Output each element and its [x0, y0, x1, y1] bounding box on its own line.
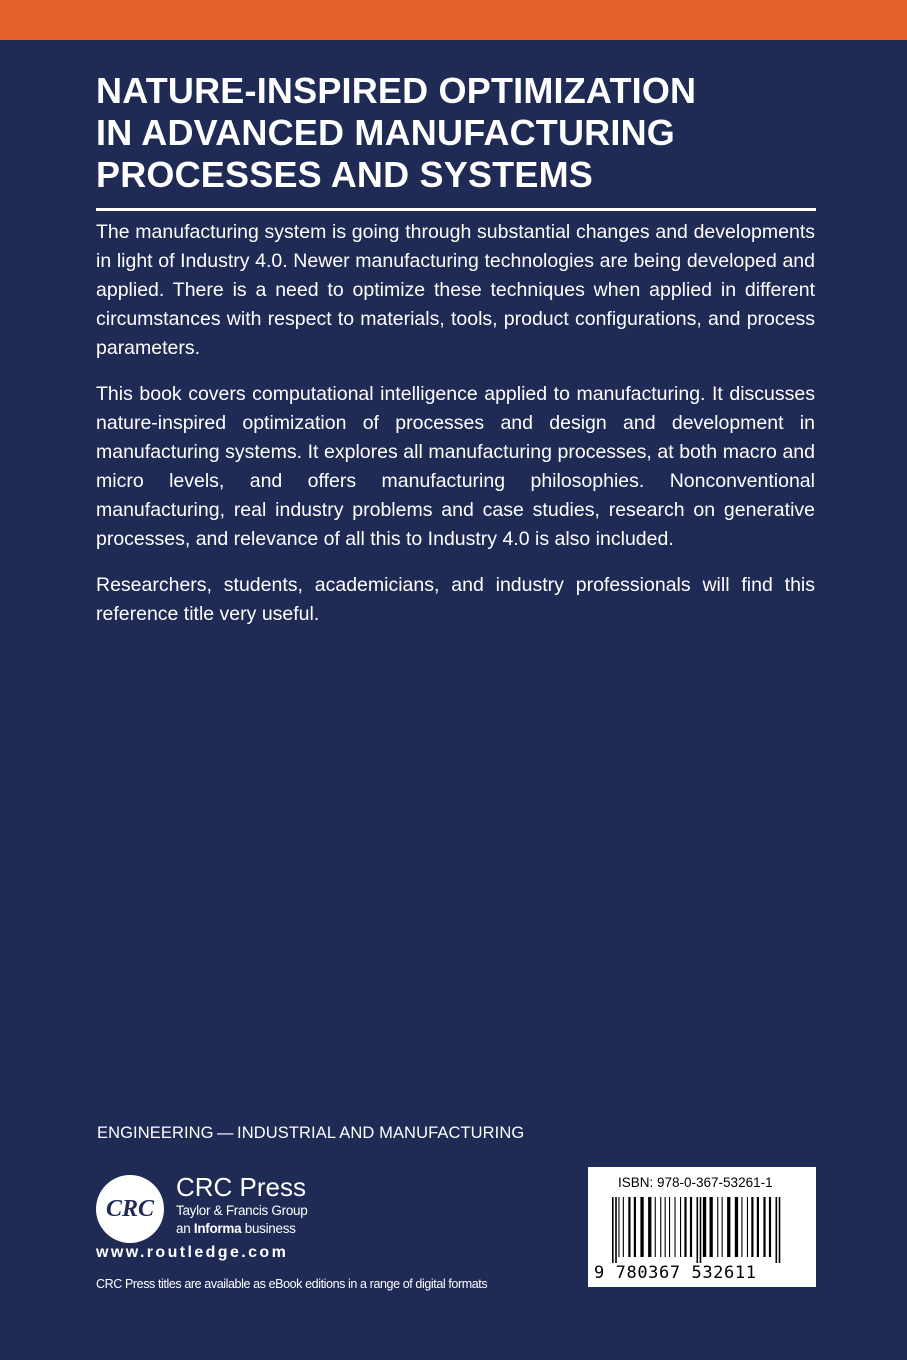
barcode-bar	[710, 1197, 713, 1257]
barcode-bar	[680, 1197, 681, 1257]
isbn-barcode	[588, 1167, 816, 1287]
isbn-label: ISBN: 978-0-367-53261-1	[618, 1175, 773, 1190]
title-line: IN ADVANCED MANUFACTURING	[96, 112, 675, 153]
barcode-bar	[669, 1197, 670, 1257]
subject-category: ENGINEERING — INDUSTRIAL AND MANUFACTURING	[97, 1124, 525, 1142]
book-description	[96, 218, 815, 646]
barcode-bar	[648, 1197, 651, 1257]
barcode-bar	[741, 1197, 742, 1257]
barcode-bar	[717, 1197, 718, 1257]
barcode-bar	[727, 1197, 730, 1257]
barcode-bar	[700, 1197, 702, 1263]
crc-logo-text: CRC	[105, 1195, 155, 1222]
publisher-block	[176, 1172, 307, 1238]
barcode-bar	[623, 1197, 624, 1257]
barcode-bar	[703, 1197, 706, 1257]
barcode-bar	[779, 1197, 781, 1263]
top-accent-band	[0, 0, 907, 40]
title-divider	[96, 208, 816, 211]
barcode-bar	[628, 1197, 630, 1257]
barcode-bar	[615, 1197, 617, 1263]
informa-prefix: an	[176, 1221, 194, 1236]
publisher-group: Taylor & Francis Group	[176, 1203, 308, 1218]
barcode-bar	[640, 1197, 643, 1257]
barcode-bar	[697, 1197, 699, 1263]
barcode-bar	[763, 1197, 765, 1257]
barcode-bar	[655, 1197, 656, 1257]
barcode-bar	[735, 1197, 738, 1257]
barcode-digits: 9 780367 532611	[594, 1263, 757, 1283]
barcode-bar	[660, 1197, 661, 1257]
barcode-bar	[665, 1197, 666, 1257]
barcode-bar	[747, 1197, 748, 1257]
barcode-bar	[675, 1197, 676, 1257]
barcode-bar	[769, 1197, 771, 1257]
informa-line	[176, 1220, 307, 1238]
barcode-bar	[634, 1197, 636, 1257]
barcode-bar	[612, 1197, 614, 1263]
publisher-name: CRC Press	[176, 1172, 307, 1202]
barcode-bar	[722, 1197, 723, 1257]
barcode-bar	[751, 1197, 753, 1257]
informa-name: Informa	[193, 1221, 242, 1236]
ebook-note: CRC Press titles are available as eBook editions in a range of digital formats	[96, 1277, 488, 1291]
barcode-bar	[757, 1197, 759, 1257]
book-title	[96, 70, 816, 196]
barcode-bar	[618, 1197, 619, 1257]
crc-logo	[96, 1175, 164, 1243]
title-line: NATURE-INSPIRED OPTIMIZATION	[96, 70, 697, 111]
publisher-url: www.routledge.com	[96, 1244, 289, 1261]
informa-suffix: business	[241, 1221, 296, 1236]
barcode-bar	[776, 1197, 778, 1263]
barcode-bar	[690, 1197, 692, 1257]
barcode-bar	[684, 1197, 686, 1257]
description-paragraph: Researchers, students, academicians, and industry professionals will find this reference title very useful.	[96, 574, 815, 625]
description-paragraph: This book covers computational intelligence applied to manufacturing. It discusses nature-inspired optimization of processes and design and development in manufacturing systems. It explores all manufacturing processes, at both macro and micro levels, and offers manufacturing philosophies. Nonconventional manufacturing, real industry problems and case studies, research on generative processes, and relevance of all this to Industry 4.0 is also included.	[96, 383, 815, 550]
title-line: PROCESSES AND SYSTEMS	[96, 154, 593, 195]
description-paragraph: The manufacturing system is going through substantial changes and developments in light of Industry 4.0. Newer manufacturing technologies are being developed and applied. There is a need to optimize these techniques when applied in different circumstances with respect to materials, tools, product configurations, and process parameters.	[96, 221, 815, 359]
